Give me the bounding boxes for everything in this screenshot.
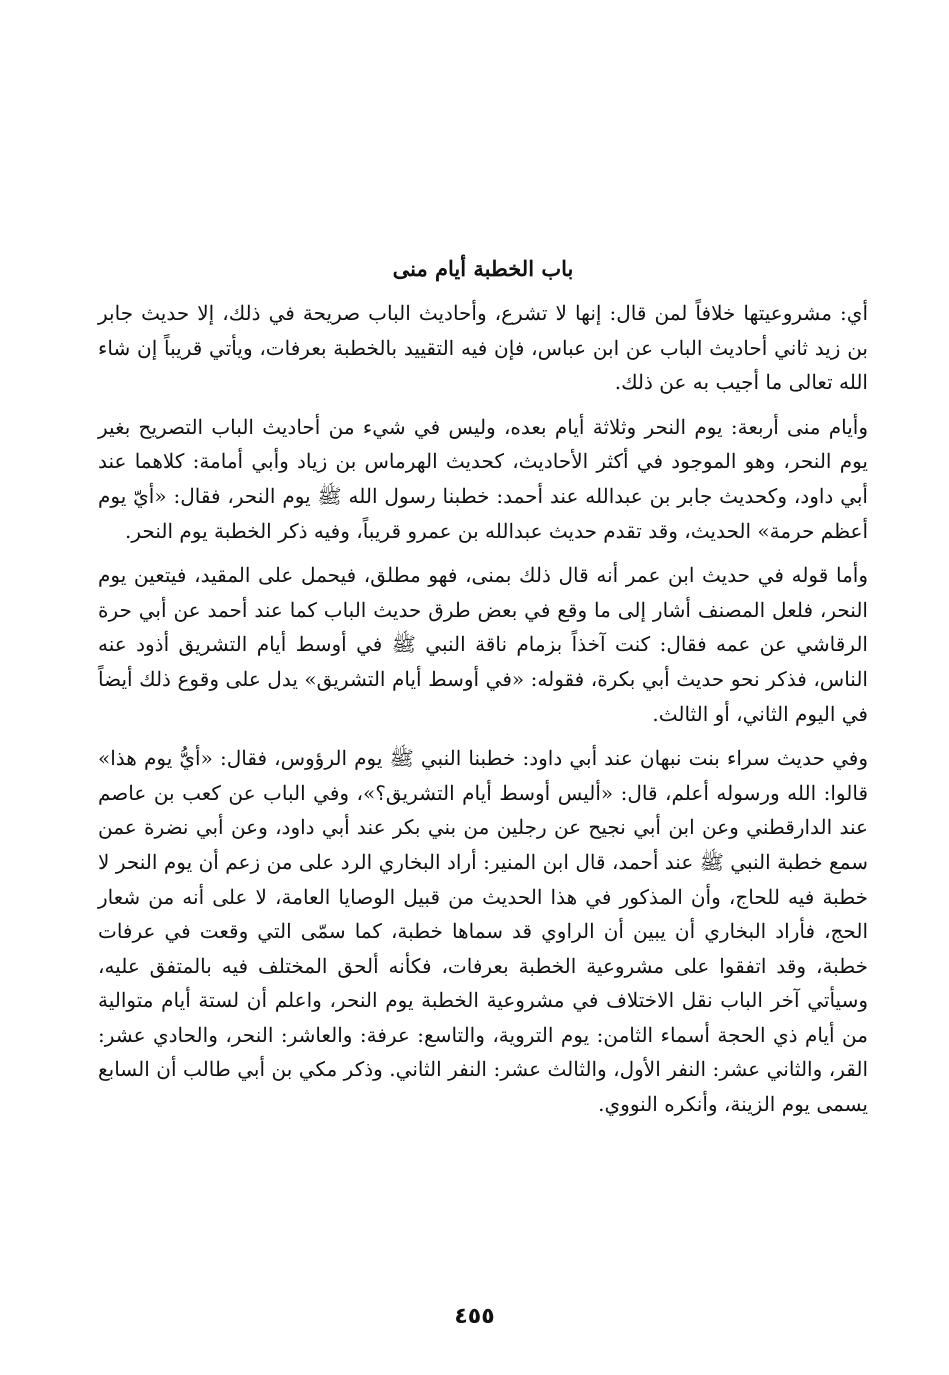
paragraph-1: أي: مشروعيتها خلافاً لمن قال: إنها لا تشرع، وأحاديث الباب صريحة في ذلك، إلا حديث جابر بن زيد ثاني أحاديث الباب عن ابن عباس، فإن فيه التقييد بالخطبة بعرفات، ويأتي قريباً إن شاء الله تعالى ما أجيب به عن ذلك. bbox=[98, 301, 868, 395]
paragraph-2: وأيام منى أربعة: يوم النحر وثلاثة أيام بعده، وليس في شيء من أحاديث الباب التصريح بغير يوم النحر، وهو الموجود في أكثر الأحاديث، كحديث الهرماس بن زياد وأبي أمامة: كلاهما عند أبي داود، وكحديث جابر بن عبدالله عند أحمد: خطبنا رسول الله ﷺ يوم النحر، فقال: «أيّ يوم أعظم حرمة» الحديث، وقد تقدم حديث عبدالله بن عمرو قريباً، وفيه ذكر الخطبة يوم النحر. bbox=[98, 414, 868, 543]
page-body bbox=[98, 252, 868, 1132]
page-number: ٤٥٥ bbox=[454, 1304, 495, 1329]
paragraph-4: وفي حديث سراء بنت نبهان عند أبي داود: خطبنا النبي ﷺ يوم الرؤوس، فقال: «أيُّ يوم هذا» قالوا: الله ورسوله أعلم، قال: «أليس أوسط أيام التشريق؟»، وفي الباب عن كعب بن عاصم عند الدارقطني وعن ابن أبي نجيح عن رجلين من بني بكر عند أبي داود، وعن أبي نضرة عمن سمع خطبة النبي ﷺ عند أحمد، قال ابن المنير: أراد البخاري الرد على من زعم أن يوم النحر لا خطبة فيه للحاج، وأن المذكور في هذا الحديث من قبيل الوصايا العامة، لا على أنه من شعار الحج، فأراد البخاري أن يبين أن الراوي قد سماها خطبة، كما سمّى التي وقعت في عرفات خطبة، وقد اتفقوا على مشروعية الخطبة بعرفات، فكأنه ألحق المختلف فيه بالمتفق عليه، وسيأتي آخر الباب نقل الاختلاف في مشروعية الخطبة يوم النحر، واعلم أن لستة أيام متوالية من أيام ذي الحجة أسماء الثامن: يوم التروية، والتاسع: عرفة: والعاشر: النحر، والحادي عشر: القر، والثاني عشر: النفر الأول، والثالث عشر: النفر الثاني. وذكر مكي بن أبي طالب أن السابع يسمى يوم الزينة، وأنكره النووي. bbox=[98, 746, 868, 1117]
chapter-heading: باب الخطبة أيام منى bbox=[392, 256, 574, 281]
paragraph-3: وأما قوله في حديث ابن عمر أنه قال ذلك بمنى، فهو مطلق، فيحمل على المقيد، فيتعين يوم النحر، فلعل المصنف أشار إلى ما وقع في بعض طرق حديث الباب كما عند أحمد عن أبي حرة الرقاشي عن عمه فقال: كنت آخذاً بزمام ناقة النبي ﷺ في أوسط أيام التشريق أذود عنه الناس، فذكر نحو حديث أبي بكرة، فقوله: «في أوسط أيام التشريق» يدل على وقوع ذلك أيضاً في اليوم الثاني، أو الثالث. bbox=[98, 563, 868, 726]
